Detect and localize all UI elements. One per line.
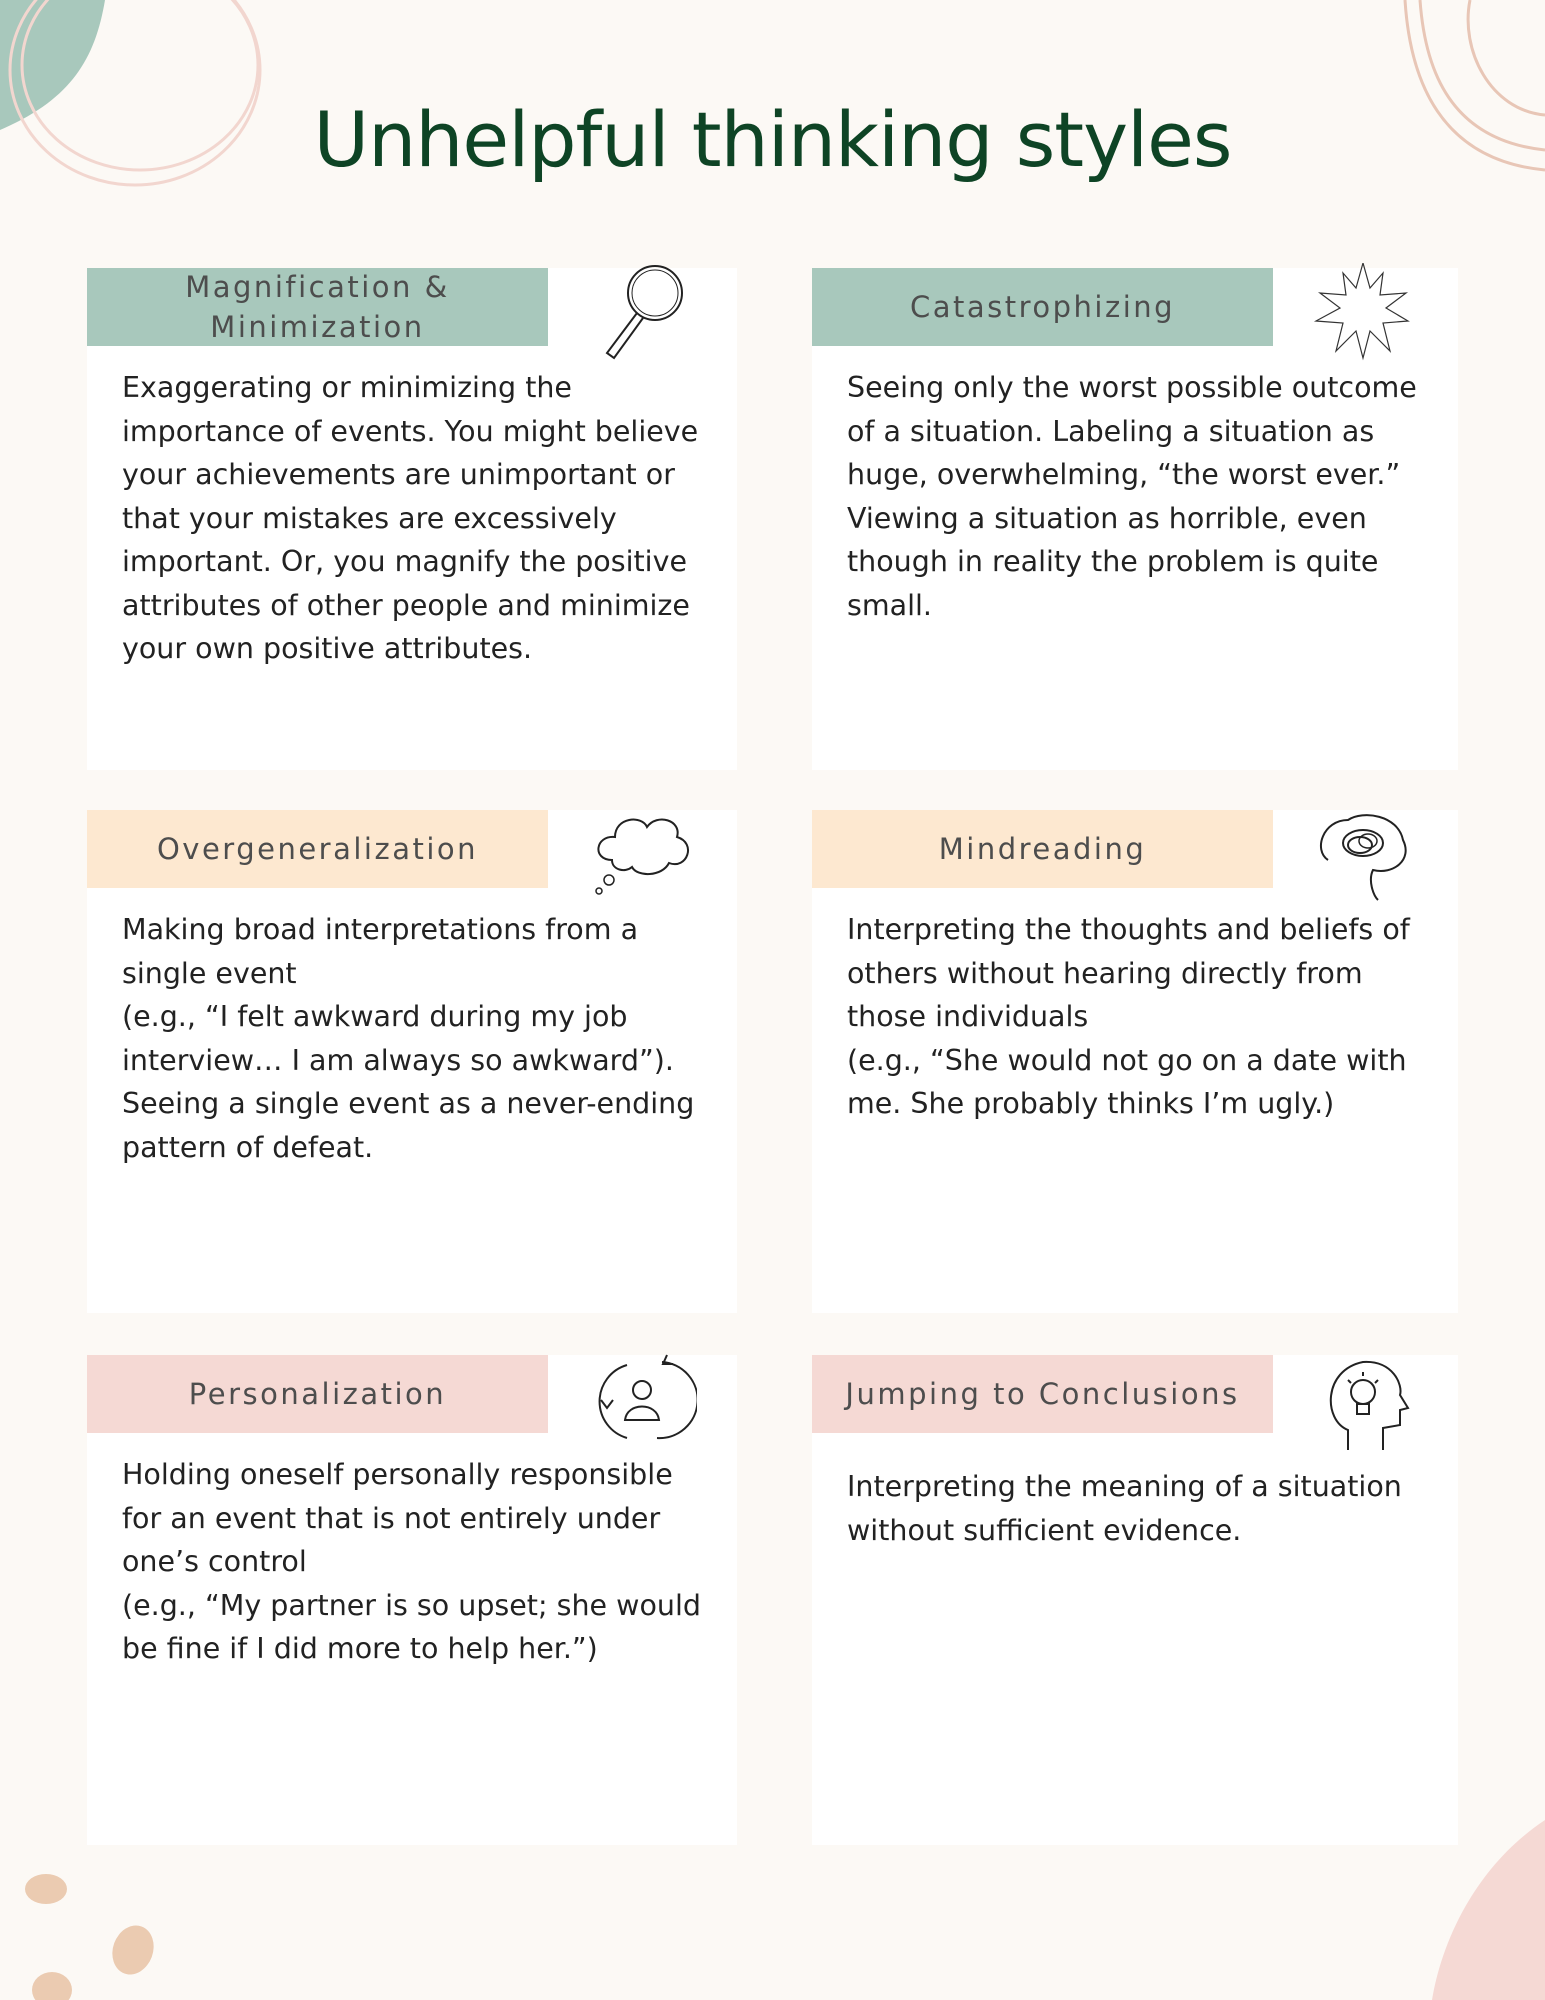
head-lightbulb-icon xyxy=(1308,1350,1418,1450)
thought-cloud-icon xyxy=(587,805,697,905)
card-magnification-minimization xyxy=(87,268,737,770)
card-description: Exaggerating or minimizing the importance of events. You might believe your achievements are unimportant or that your mistakes are excessively important. Or, you magnify the positive attributes of other people and minimize your own positive attributes. xyxy=(122,371,699,665)
card-heading: Personalization xyxy=(87,1355,548,1433)
card-overgeneralization xyxy=(87,810,737,1313)
card-description: Holding oneself personally responsible for an event that is not entirely under one’s control (e.g., “My partner is so upset; she would be fine if I did more to help her.”) xyxy=(122,1458,701,1665)
card-catastrophizing xyxy=(812,268,1458,770)
starburst-icon xyxy=(1308,263,1418,363)
card-personalization xyxy=(87,1355,737,1845)
card-jumping-to-conclusions xyxy=(812,1355,1458,1845)
tangled-brain-icon xyxy=(1308,805,1418,905)
card-description: Seeing only the worst possible outcome of a situation. Labeling a situation as huge, overwhelming, “the worst ever.” Viewing a situation as horrible, even though in reality the problem is quite small. xyxy=(847,371,1417,622)
page-title: Unhelpful thinking styles xyxy=(313,95,1232,184)
card-description: Interpreting the thoughts and beliefs of others without hearing directly from those individuals (e.g., “She would not go on a date with me. She probably thinks I’m ugly.) xyxy=(847,913,1410,1120)
card-heading: Magnification & Minimization xyxy=(87,268,548,346)
card-heading: Jumping to Conclusions xyxy=(812,1355,1273,1433)
card-mindreading xyxy=(812,810,1458,1313)
card-heading: Catastrophizing xyxy=(812,268,1273,346)
card-description: Making broad interpretations from a single event (e.g., “I felt awkward during my job interview… I am always so awkward”). Seeing a single event as a never-ending pattern of defeat. xyxy=(122,913,695,1164)
card-description: Interpreting the meaning of a situation without sufficient evidence. xyxy=(847,1470,1402,1547)
magnifying-glass-icon xyxy=(587,263,697,363)
card-heading: Overgeneralization xyxy=(87,810,548,888)
card-heading: Mindreading xyxy=(812,810,1273,888)
person-cycle-icon xyxy=(587,1350,697,1450)
